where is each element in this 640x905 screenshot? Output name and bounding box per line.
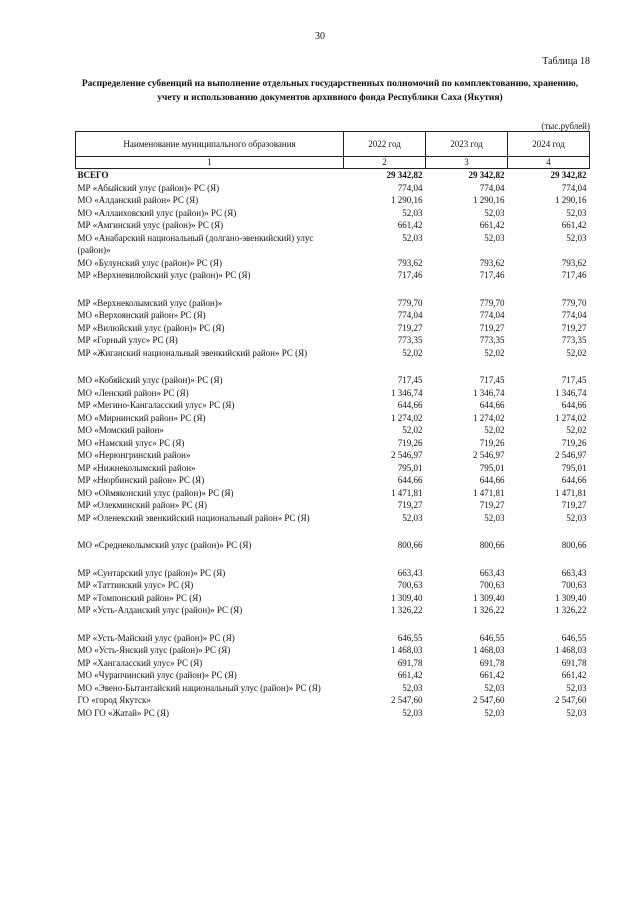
value-2022: 795,01 xyxy=(397,462,423,473)
subvention-table xyxy=(75,131,590,719)
value-2023: 644,66 xyxy=(479,475,505,485)
value-2024: 717,46 xyxy=(561,270,587,280)
value-2024: 29 342,82 xyxy=(550,170,587,180)
table-row xyxy=(76,657,590,670)
value-2024: 719,27 xyxy=(561,500,587,510)
value-2022: 52,03 xyxy=(402,707,423,718)
municipality-name: МР «Мегино-Кангаласский улус» РС (Я) xyxy=(77,400,235,410)
value-2023: 773,35 xyxy=(479,335,505,345)
table-row xyxy=(76,182,590,195)
municipality-name: МР «Усть-Майский улус (район)» РС (Я) xyxy=(77,632,235,643)
value-2024: 795,01 xyxy=(561,462,587,473)
value-2023: 779,70 xyxy=(479,297,505,308)
value-2022: 644,66 xyxy=(397,400,423,410)
spacer-row xyxy=(76,282,590,297)
value-2024: 52,03 xyxy=(566,512,587,523)
value-2024: 691,78 xyxy=(561,657,587,668)
value-2024: 1 468,03 xyxy=(555,645,587,655)
value-2023: 52,03 xyxy=(484,682,505,693)
table-row xyxy=(76,512,590,525)
value-2024: 719,26 xyxy=(561,437,587,448)
spacer-cell xyxy=(76,552,590,567)
table-row xyxy=(76,632,590,645)
header-2024: 2024 год xyxy=(508,132,590,157)
table-row xyxy=(76,694,590,707)
table-row xyxy=(76,347,590,360)
municipality-name: МО «Верхоянский район» РС (Я) xyxy=(77,310,206,320)
value-2022: 1 309,40 xyxy=(391,592,423,603)
value-2023: 717,45 xyxy=(479,375,505,385)
header-2022: 2022 год xyxy=(344,132,426,157)
total-row xyxy=(76,169,590,182)
table-row xyxy=(76,449,590,462)
table-row xyxy=(76,487,590,500)
municipality-name: МР «Вилюйский улус (район)» РС (Я) xyxy=(77,322,225,333)
value-2023: 52,03 xyxy=(484,232,505,243)
municipality-name: МР «Амгинский улус (район)» РС (Я) xyxy=(77,220,224,230)
table-row xyxy=(76,374,590,387)
municipality-name: МО «Кобяйский улус (район)» РС (Я) xyxy=(77,375,223,385)
header-2023: 2023 год xyxy=(426,132,508,157)
spacer-row xyxy=(76,359,590,374)
municipality-name: МР «Томпонский район» РС (Я) xyxy=(77,592,202,603)
column-number-row xyxy=(76,157,590,169)
value-2022: 774,04 xyxy=(397,310,423,320)
value-2023: 1 471,81 xyxy=(473,487,505,498)
value-2024: 661,42 xyxy=(561,220,587,230)
table-row xyxy=(76,437,590,450)
table-row xyxy=(76,207,590,220)
value-2023: 661,42 xyxy=(479,670,505,680)
value-2024: 52,02 xyxy=(566,425,587,435)
value-2023: 1 309,40 xyxy=(473,592,505,603)
value-2024: 52,02 xyxy=(566,347,587,358)
value-2022: 774,04 xyxy=(397,182,423,193)
table-row xyxy=(76,424,590,437)
value-2023: 52,02 xyxy=(484,425,505,435)
municipality-name: МР «Верхневилюйский улус (район)» РС (Я) xyxy=(77,270,251,280)
value-2023: 1 326,22 xyxy=(473,605,505,615)
value-2022: 1 468,03 xyxy=(391,645,423,655)
table-row xyxy=(76,707,590,720)
value-2023: 1 290,16 xyxy=(473,195,505,205)
value-2024: 663,43 xyxy=(561,567,587,578)
value-2024: 661,42 xyxy=(561,670,587,680)
value-2022: 719,27 xyxy=(397,322,423,333)
municipality-name: МО «Анабарский национальный (долгано-эвенкийский) улус (район)» xyxy=(77,232,314,255)
value-2022: 52,02 xyxy=(402,347,423,358)
value-2024: 646,55 xyxy=(561,632,587,643)
value-2022: 52,02 xyxy=(402,425,423,435)
value-2024: 52,03 xyxy=(566,682,587,693)
value-2024: 644,66 xyxy=(561,475,587,485)
value-2024: 1 326,22 xyxy=(555,605,587,615)
value-2022: 1 346,74 xyxy=(391,387,423,398)
value-2022: 800,66 xyxy=(397,540,423,550)
value-2022: 2 546,97 xyxy=(391,450,423,460)
table-row xyxy=(76,309,590,322)
table-row xyxy=(76,669,590,682)
document-title: Распределение субвенций на выполнение отдельных государственных полномочий по комплектованию, хранению, учету и использованию документов архивного фонда Республики Саха (Якутия) xyxy=(81,79,579,103)
table-row xyxy=(76,194,590,207)
municipality-name: МО «Ленский район» РС (Я) xyxy=(77,387,189,398)
value-2022: 773,35 xyxy=(397,335,423,345)
municipality-name: МР «Жиганский национальный эвенкийский район» РС (Я) xyxy=(77,347,308,358)
spacer-cell xyxy=(76,524,590,539)
header-row xyxy=(76,132,590,157)
value-2024: 1 471,81 xyxy=(555,487,587,498)
spacer-row xyxy=(76,524,590,539)
table-row xyxy=(76,297,590,310)
value-2022: 52,03 xyxy=(402,512,423,523)
table-row xyxy=(76,219,590,232)
value-2022: 29 342,82 xyxy=(386,170,423,180)
municipality-name: МО «Нерюнгринский район» xyxy=(77,450,191,460)
municipality-name: МО «Мирнинский район» РС (Я) xyxy=(77,412,206,423)
value-2023: 52,03 xyxy=(484,512,505,523)
table-row xyxy=(76,399,590,412)
column-number: 1 xyxy=(76,157,344,169)
column-number: 3 xyxy=(426,157,508,169)
value-2023: 793,62 xyxy=(479,257,505,268)
value-2024: 774,04 xyxy=(561,310,587,320)
value-2022: 52,03 xyxy=(402,682,423,693)
value-2023: 717,46 xyxy=(479,270,505,280)
value-2024: 1 309,40 xyxy=(555,592,587,603)
value-2023: 719,27 xyxy=(479,322,505,333)
spacer-row xyxy=(76,617,590,632)
header-name: Наименование муниципального образования xyxy=(76,132,344,157)
value-2024: 774,04 xyxy=(561,182,587,193)
value-2023: 644,66 xyxy=(479,400,505,410)
spacer-row xyxy=(76,552,590,567)
value-2023: 700,63 xyxy=(479,580,505,590)
value-2022: 661,42 xyxy=(397,220,423,230)
value-2022: 779,70 xyxy=(397,297,423,308)
municipality-name: МО «Усть-Янский улус (район)» РС (Я) xyxy=(77,645,231,655)
municipality-name: МР «Нижнеколымский район» xyxy=(77,462,196,473)
value-2023: 719,27 xyxy=(479,500,505,510)
value-2023: 800,66 xyxy=(479,540,505,550)
table-row xyxy=(76,334,590,347)
table-row xyxy=(76,412,590,425)
value-2022: 719,26 xyxy=(397,437,423,448)
table-label: Таблица 18 xyxy=(542,56,590,67)
value-2022: 1 290,16 xyxy=(391,195,423,205)
table-row xyxy=(76,682,590,695)
value-2024: 2 546,97 xyxy=(555,450,587,460)
table-row xyxy=(76,539,590,552)
value-2022: 52,03 xyxy=(402,207,423,218)
spacer-cell xyxy=(76,617,590,632)
value-2024: 1 274,02 xyxy=(555,412,587,423)
value-2023: 719,26 xyxy=(479,437,505,448)
value-2024: 793,62 xyxy=(561,257,587,268)
table-row xyxy=(76,604,590,617)
value-2023: 52,03 xyxy=(484,207,505,218)
spacer-cell xyxy=(76,282,590,297)
value-2023: 2 546,97 xyxy=(473,450,505,460)
value-2024: 719,27 xyxy=(561,322,587,333)
value-2022: 644,66 xyxy=(397,475,423,485)
table-row xyxy=(76,499,590,512)
value-2022: 717,45 xyxy=(397,375,423,385)
page-number: 30 xyxy=(315,31,325,42)
column-number: 2 xyxy=(344,157,426,169)
value-2023: 795,01 xyxy=(479,462,505,473)
municipality-name: МО «Эвено-Бытантайский национальный улус (район)» РС (Я) xyxy=(77,682,321,693)
table-row xyxy=(76,462,590,475)
value-2022: 1 471,81 xyxy=(391,487,423,498)
value-2024: 644,66 xyxy=(561,400,587,410)
value-2023: 1 274,02 xyxy=(473,412,505,423)
value-2022: 1 326,22 xyxy=(391,605,423,615)
table-row xyxy=(76,579,590,592)
municipality-name: МР «Сунтарский улус (район)» РС (Я) xyxy=(77,567,226,578)
spacer-cell xyxy=(76,359,590,374)
municipality-name: МР «Олекминский район» РС (Я) xyxy=(77,500,207,510)
municipality-name: МО «Среднеколымский улус (район)» РС (Я) xyxy=(77,540,252,550)
value-2022: 663,43 xyxy=(397,567,423,578)
table-body xyxy=(76,169,590,720)
value-2022: 646,55 xyxy=(397,632,423,643)
municipality-name: МР «Таттинский улус» РС (Я) xyxy=(77,580,194,590)
unit-label: (тыс.рублей) xyxy=(541,121,590,131)
municipality-name: ГО «город Якутск» xyxy=(77,695,151,705)
value-2022: 1 274,02 xyxy=(391,412,423,423)
table-row xyxy=(76,474,590,487)
value-2023: 52,03 xyxy=(484,707,505,718)
value-2024: 2 547,60 xyxy=(555,695,587,705)
municipality-name: МР «Нюрбинский район» РС (Я) xyxy=(77,475,205,485)
value-2022: 2 547,60 xyxy=(391,695,423,705)
table-row xyxy=(76,257,590,270)
value-2023: 774,04 xyxy=(479,310,505,320)
value-2024: 773,35 xyxy=(561,335,587,345)
value-2022: 700,63 xyxy=(397,580,423,590)
municipality-name: МР «Абыйский улус (район)» РС (Я) xyxy=(77,182,220,193)
municipality-name: МО «Намский улус» РС (Я) xyxy=(77,437,185,448)
municipality-name: МР «Горный улус» РС (Я) xyxy=(77,335,178,345)
table-row xyxy=(76,322,590,335)
table-row xyxy=(76,592,590,605)
value-2024: 717,45 xyxy=(561,375,587,385)
municipality-name: МР «Усть-Алданский улус (район)» РС (Я) xyxy=(77,605,243,615)
value-2023: 646,55 xyxy=(479,632,505,643)
table-row xyxy=(76,387,590,400)
value-2024: 52,03 xyxy=(566,207,587,218)
value-2024: 1 290,16 xyxy=(555,195,587,205)
value-2024: 700,63 xyxy=(561,580,587,590)
value-2022: 52,03 xyxy=(402,232,423,243)
value-2022: 719,27 xyxy=(397,500,423,510)
value-2023: 29 342,82 xyxy=(468,170,505,180)
value-2022: 793,62 xyxy=(397,257,423,268)
value-2023: 1 346,74 xyxy=(473,387,505,398)
value-2023: 661,42 xyxy=(479,220,505,230)
municipality-name: МО ГО «Жатай» РС (Я) xyxy=(77,707,170,718)
municipality-name: ВСЕГО xyxy=(77,170,109,180)
municipality-name: МО «Булунский улус (район)» РС (Я) xyxy=(77,257,222,268)
value-2023: 1 468,03 xyxy=(473,645,505,655)
value-2024: 52,03 xyxy=(566,232,587,243)
municipality-name: МР «Оленекский эвенкийский национальный район» РС (Я) xyxy=(77,512,310,523)
value-2023: 691,78 xyxy=(479,657,505,668)
value-2024: 779,70 xyxy=(561,297,587,308)
municipality-name: МО «Чурапчинский улус (район)» РС (Я) xyxy=(77,670,237,680)
value-2024: 52,03 xyxy=(566,707,587,718)
value-2023: 2 547,60 xyxy=(473,695,505,705)
value-2023: 774,04 xyxy=(479,182,505,193)
table-row xyxy=(76,644,590,657)
municipality-name: МР «Верхнеколымский улус (район)» xyxy=(77,297,223,308)
table-row xyxy=(76,567,590,580)
value-2022: 717,46 xyxy=(397,270,423,280)
value-2023: 663,43 xyxy=(479,567,505,578)
value-2024: 800,66 xyxy=(561,540,587,550)
municipality-name: МО «Оймяконский улус (район)» РС (Я) xyxy=(77,487,234,498)
municipality-name: МР «Хангаласский улус» РС (Я) xyxy=(77,657,203,668)
value-2022: 691,78 xyxy=(397,657,423,668)
municipality-name: МО «Алданский район» РС (Я) xyxy=(77,195,199,205)
municipality-name: МО «Аллаиховский улус (район)» РС (Я) xyxy=(77,207,237,218)
value-2022: 661,42 xyxy=(397,670,423,680)
table-row xyxy=(76,269,590,282)
value-2023: 52,02 xyxy=(484,347,505,358)
value-2024: 1 346,74 xyxy=(555,387,587,398)
table-row xyxy=(76,232,590,257)
municipality-name: МО «Момский район» xyxy=(77,425,164,435)
column-number: 4 xyxy=(508,157,590,169)
